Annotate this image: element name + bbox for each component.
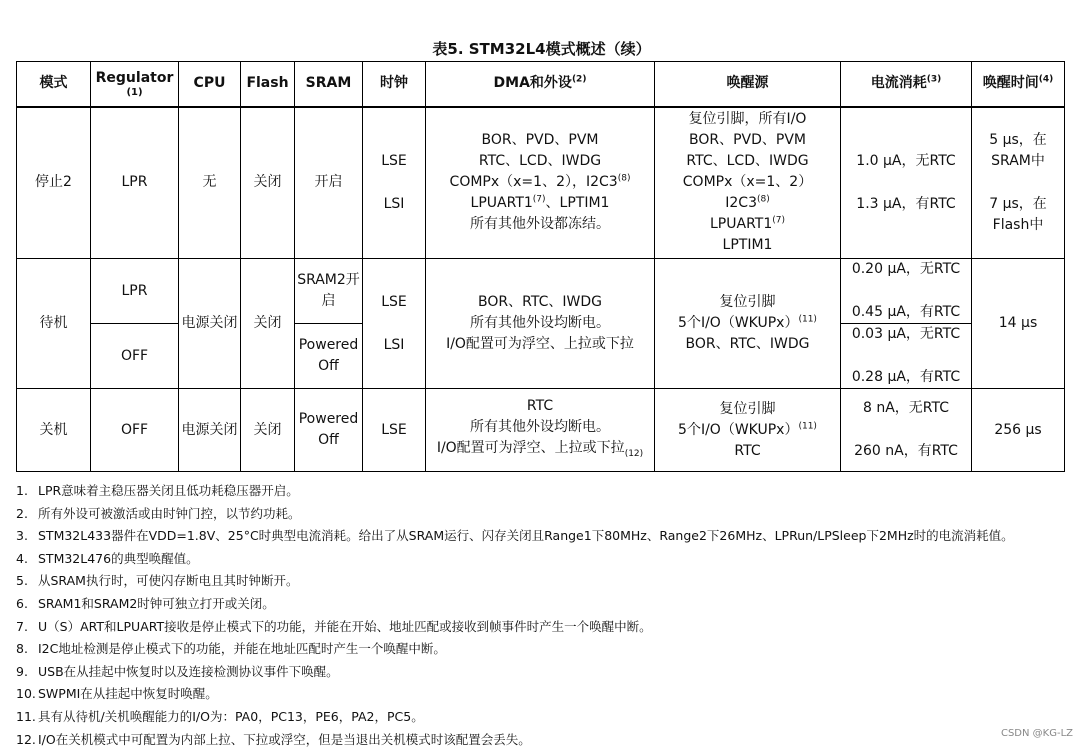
footnote-number: 5. — [16, 573, 28, 589]
header-row — [17, 62, 1065, 107]
stop2-wakeup-source: 复位引脚，所有I/O BOR、PVD、PVM RTC、LCD、IWDG COMPx（x=1、2） I2C3$^{(8)}$ LPUART1$^{(7)}$ LPTIM1 — [655, 107, 841, 259]
standby-dma: BOR、RTC、IWDG 所有其他外设均断电。 I/O配置可为浮空、上拉或下拉 — [426, 259, 655, 389]
stop2-cpu: 无 — [179, 107, 241, 259]
footnote-text: 所有外设可被激活或由时钟门控，以节约功耗。 — [38, 505, 301, 521]
footnote-number: 9. — [16, 663, 28, 679]
standby-sram-off: Powered Off — [295, 324, 363, 389]
row-standby-lpr — [17, 259, 1065, 324]
stop2-flash: 关闭 — [241, 107, 295, 259]
footnote — [16, 661, 1076, 684]
header-flash: Flash — [241, 62, 295, 107]
header-regulator: Regulator (1) — [91, 62, 179, 107]
standby-regulator-lpr: LPR — [91, 259, 179, 324]
shutdown-sram: Powered Off — [295, 389, 363, 472]
header-dma: DMA和外设$^{(2)}$ — [426, 62, 655, 107]
footnote-text: 从SRAM执行时，可使闪存断电且其时钟断开。 — [38, 573, 299, 589]
footnote-text: SRAM1和SRAM2时钟可独立打开或关闭。 — [38, 595, 275, 611]
footnote — [16, 638, 1076, 661]
footnote — [16, 503, 1076, 526]
standby-wakeup-time: 14 µs — [972, 259, 1065, 389]
row-shutdown — [17, 389, 1065, 472]
shutdown-dma: RTC 所有其他外设均断电。 I/O配置可为浮空、上拉或下拉$_{(12)}$ — [426, 389, 655, 472]
mode-overview-table — [16, 61, 1065, 472]
header-current: 电流消耗$^{(3)}$ — [841, 62, 972, 107]
footnote-number: 3. — [16, 528, 28, 544]
standby-sram-on: SRAM2开启 — [295, 259, 363, 324]
footnote — [16, 593, 1076, 616]
header-wakeup-source: 唤醒源 — [655, 62, 841, 107]
stop2-current: 1.0 µA，无RTC 1.3 µA，有RTC — [841, 107, 972, 259]
standby-wakeup-source: 复位引脚 5个I/O（WKUPx）$^{(11)}$ BOR、RTC、IWDG — [655, 259, 841, 389]
standby-current-lpr: 0.20 µA，无RTC 0.45 µA，有RTC — [841, 259, 972, 324]
footnote-number: 7. — [16, 618, 28, 634]
footnote-number: 6. — [16, 595, 28, 611]
stop2-clock: LSE LSI — [363, 107, 426, 259]
shutdown-regulator: OFF — [91, 389, 179, 472]
watermark: CSDN @KG-LZ — [1000, 728, 1073, 739]
shutdown-cpu: 电源关闭 — [179, 389, 241, 472]
footnote-number: 2. — [16, 505, 28, 521]
footnote — [16, 570, 1076, 593]
footnote — [16, 548, 1076, 571]
stop2-wakeup-time: 5 µs，在 SRAM中 7 µs，在 Flash中 — [972, 107, 1065, 259]
footnotes — [16, 480, 1076, 751]
footnote-text: I/O在关机模式中可配置为内部上拉、下拉或浮空，但是当退出关机模式时该配置会丢失。 — [38, 731, 531, 747]
standby-flash: 关闭 — [241, 259, 295, 389]
stop2-dma: BOR、PVD、PVM RTC、LCD、IWDG COMPx（x=1、2），I2C3$^{(8)}$ LPUART1$^{(7)}$、LPTIM1 所有其他外设都冻结。 — [426, 107, 655, 259]
footnote — [16, 616, 1076, 639]
footnote-text: SWPMI在从挂起中恢复时唤醒。 — [38, 686, 218, 702]
header-mode: 模式 — [17, 62, 91, 107]
footnote-text: LPR意味着主稳压器关闭且低功耗稳压器开启。 — [38, 483, 299, 498]
footnote-number: 10. — [16, 686, 36, 702]
header-sram: SRAM — [295, 62, 363, 107]
table-title: 表5. STM32L4模式概述（续） — [432, 40, 651, 58]
footnote-number: 12. — [16, 731, 36, 747]
shutdown-wakeup-time: 256 µs — [972, 389, 1065, 472]
standby-mode: 待机 — [17, 259, 91, 389]
stop2-mode: 停止2 — [17, 107, 91, 259]
footnote-text: 具有从待机/关机唤醒能力的I/O为：PA0，PC13，PE6，PA2，PC5。 — [38, 708, 424, 724]
footnote — [16, 480, 1076, 503]
standby-current-off: 0.03 µA，无RTC 0.28 µA，有RTC — [841, 324, 972, 389]
footnote-number: 1. — [16, 483, 28, 498]
standby-clock: LSE LSI — [363, 259, 426, 389]
footnote-text: STM32L476的典型唤醒值。 — [38, 550, 199, 566]
shutdown-flash: 关闭 — [241, 389, 295, 472]
shutdown-current: 8 nA，无RTC 260 nA，有RTC — [841, 389, 972, 472]
shutdown-clock: LSE — [363, 389, 426, 472]
footnote — [16, 706, 1076, 729]
footnote — [16, 525, 1076, 548]
footnote-text: I2C地址检测是停止模式下的功能，并能在地址匹配时产生一个唤醒中断。 — [38, 641, 446, 657]
footnote-text: USB在从挂起中恢复时以及连接检测协议事件下唤醒。 — [38, 663, 339, 679]
standby-regulator-off: OFF — [91, 324, 179, 389]
footnote — [16, 729, 1076, 751]
header-clock: 时钟 — [363, 62, 426, 107]
footnote-number: 11. — [16, 708, 36, 724]
footnote-number: 8. — [16, 641, 28, 657]
header-cpu: CPU — [179, 62, 241, 107]
footnote-text: U（S）ART和LPUART接收是停止模式下的功能，并能在开始、地址匹配或接收到帧事件时产生一个唤醒中断。 — [38, 618, 652, 634]
footnote — [16, 683, 1076, 706]
standby-cpu: 电源关闭 — [179, 259, 241, 389]
footnote-text: STM32L433器件在VDD=1.8V、25°C时典型电流消耗。给出了从SRAM运行、闪存关闭且Range1下80MHz、Range2下26MHz、LPRun/LPSleep下2MHz时的电流消耗值。 — [38, 528, 1014, 544]
stop2-sram: 开启 — [295, 107, 363, 259]
header-wakeup-time: 唤醒时间$^{(4)}$ — [972, 62, 1065, 107]
stop2-regulator: LPR — [91, 107, 179, 259]
footnote-number: 4. — [16, 550, 28, 566]
shutdown-mode: 关机 — [17, 389, 91, 472]
shutdown-wakeup-source: 复位引脚 5个I/O（WKUPx）$^{(11)}$ RTC — [655, 389, 841, 472]
row-stop2 — [17, 107, 1065, 259]
